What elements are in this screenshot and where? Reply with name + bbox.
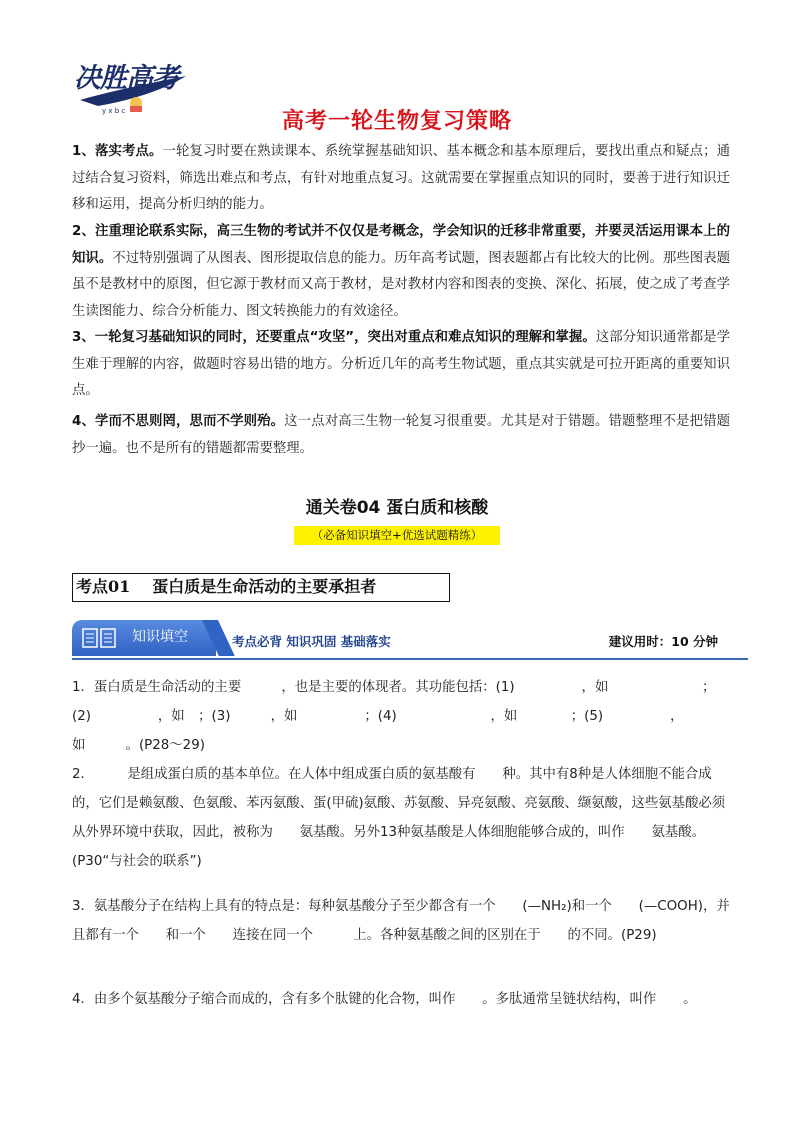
strategy-body: 不过特别强调了从图表、图形提取信息的能力。历年高考试题，图表题都占有比较大的比例。那些图表题虽不是教材中的原图，但它源于教材而又高于教材，是对教材内容和图表的变换、深化、拓展，使之成了考查学生读图能力、综合分析能力、图文转换能力的有效途径。 [72, 250, 731, 319]
strategy-paragraph-2 [72, 219, 730, 325]
logo-text: 决胜高考 [74, 63, 178, 94]
section-title: 通关卷04 蛋白质和核酸 [305, 498, 489, 518]
strategy-lead: 3、一轮复习基础知识的同时，还要重点“攻坚”，突出对重点和难点知识的理解和掌握。 [72, 330, 596, 345]
book-icon [82, 628, 116, 648]
question-2: 2． 是组成蛋白质的基本单位。在人体中组成蛋白质的氨基酸有 种。其中有8种是人体细胞不能合成的，它们是赖氨酸、色氨酸、苯丙氨酸、蛋(甲硫)氨酸、苏氨酸、异亮氨酸、亮氨酸、缬氨酸，这些氨基酸必须从外界环境中获取，因此，被称为 氨基酸。另外13种氨基酸是人体细胞能够合成的，叫作 氨基酸。(P30“与社会的联系”) [72, 767, 726, 869]
strategy-paragraph-1 [72, 139, 730, 219]
strategy-paragraph-4 [72, 409, 730, 462]
strategy-lead: 2、注重理论联系实际，高三生物的考试并不仅仅是考概念，学会知识的迁移非常重要，并要灵活运用课本上的知识。 [72, 224, 730, 266]
question-3: 3．氨基酸分子在结构上具有的特点是：每种氨基酸分子至少都含有一个 (—NH₂)和一个 (—COOH)，并且都有一个 和一个 连接在同一个 上。各种氨基酸之间的区别在于 的不同。(P29) [72, 899, 730, 943]
question-1: 1．蛋白质是生命活动的主要 ，也是主要的体现者。其功能包括：(1) ，如 ；(2) ，如 ；(3) ，如 ；(4) ，如 ；(5) ，如 。(P28～29) [72, 680, 716, 753]
svg-text:y x b c: y x b c [102, 107, 126, 115]
page-title: 高考一轮生物复习策略 [281, 109, 512, 134]
strategy-lead: 1、落实考点。 [72, 144, 163, 159]
section-subtitle: （必备知识填空+优选试题精练） [294, 526, 500, 545]
strategy-paragraph-3 [72, 325, 730, 405]
section-band [72, 620, 748, 660]
strategy-body: 一轮复习时要在熟读课本、系统掌握基础知识、基本概念和基本原理后，要找出重点和疑点；通过结合复习资料，筛选出难点和考点，有针对地重点复习。这就需要在掌握重点知识的同时，要善于进行知识迁移和运用，提高分析归纳的能力。 [72, 144, 730, 212]
strategy-body: 这一点对高三生物一轮复习很重要。尤其是对于错题。错题整理不是把错题抄一遍。也不是所有的错题都需要整理。 [72, 414, 730, 456]
kaodian-label: 考点01 [76, 577, 131, 596]
tab-label: 知识填空 [132, 629, 188, 645]
strategy-lead: 4、学而不思则罔，思而不学则殆。 [72, 414, 285, 429]
band-tags: 考点必背 知识巩固 基础落实 [232, 634, 391, 649]
suggested-time: 建议用时：10 分钟 [608, 634, 718, 649]
kaodian-heading [72, 573, 450, 602]
strategy-body: 这部分知识通常都是学生难于理解的内容，做题时容易出错的地方。分析近几年的高考生物试题，重点其实就是可拉开距离的重要知识点。 [72, 330, 731, 398]
band-tab [72, 620, 216, 656]
kaodian-title: 蛋白质是生命活动的主要承担者 [152, 577, 377, 596]
band-divider [72, 658, 748, 660]
question-4: 4．由多个氨基酸分子缩合而成的，含有多个肽键的化合物，叫作 。多肽通常呈链状结构，叫作 。 [72, 992, 697, 1007]
